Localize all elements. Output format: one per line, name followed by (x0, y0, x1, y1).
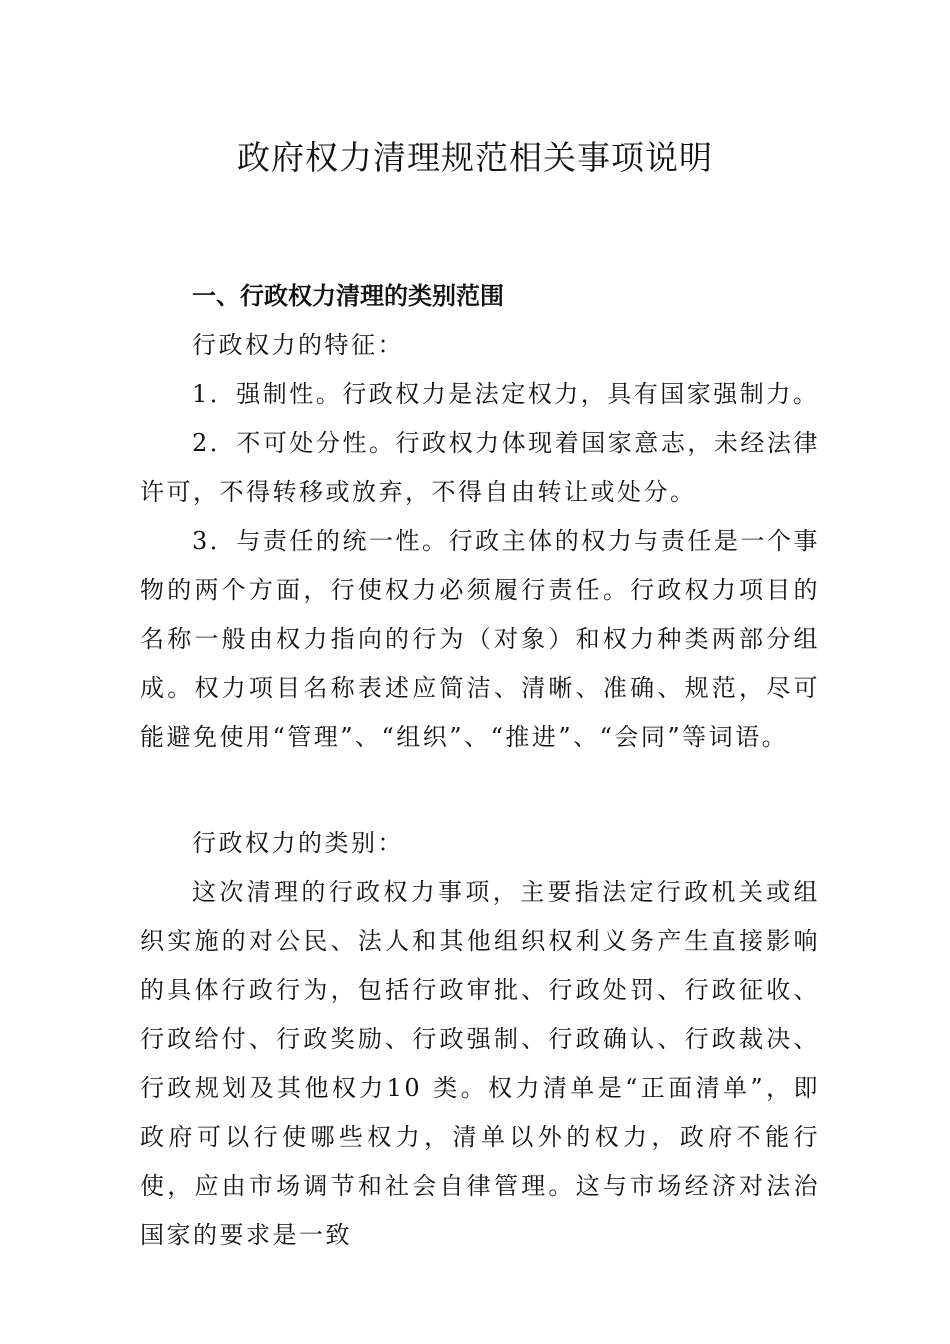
feature-item-2: 2．不可处分性。行政权力体现着国家意志，未经法律许可，不得转移或放弃，不得自由转让或处分。 (140, 429, 820, 506)
section-heading: 一、行政权力清理的类别范围 (192, 282, 504, 310)
categories-block (140, 819, 820, 1260)
categories-label: 行政权力的类别： (192, 829, 404, 857)
features-label: 行政权力的特征： (192, 331, 404, 359)
features-block (140, 321, 820, 762)
feature-item-1: 1．强制性。行政权力是法定权力，具有国家强制力。 (192, 380, 820, 408)
feature-item-3: 3．与责任的统一性。行政主体的权力与责任是一个事物的两个方面，行使权力必须履行责任。行政权力项目的名称一般由权力指向的行为（对象）和权力种类两部分组成。权力项目名称表述应简洁、清晰、准确、规范，尽可能避免使用“管理”、“组织”、“推进”、“会同”等词语。 (140, 527, 820, 751)
document-title: 政府权力清理规范相关事项说明 (237, 138, 713, 177)
categories-paragraph: 这次清理的行政权力事项，主要指法定行政机关或组织实施的对公民、法人和其他组织权利义务产生直接影响的具体行政行为，包括行政审批、行政处罚、行政征收、行政给付、行政奖励、行政强制、行政确认、行政裁决、行政规划及其他权力10 类。权力清单是“正面清单”，即政府可以行使哪些权力，清单以外的权力，政府不能行使，应由市场调节和社会自律管理。这与市场经济对法治国家的要求是一致 (140, 878, 820, 1249)
